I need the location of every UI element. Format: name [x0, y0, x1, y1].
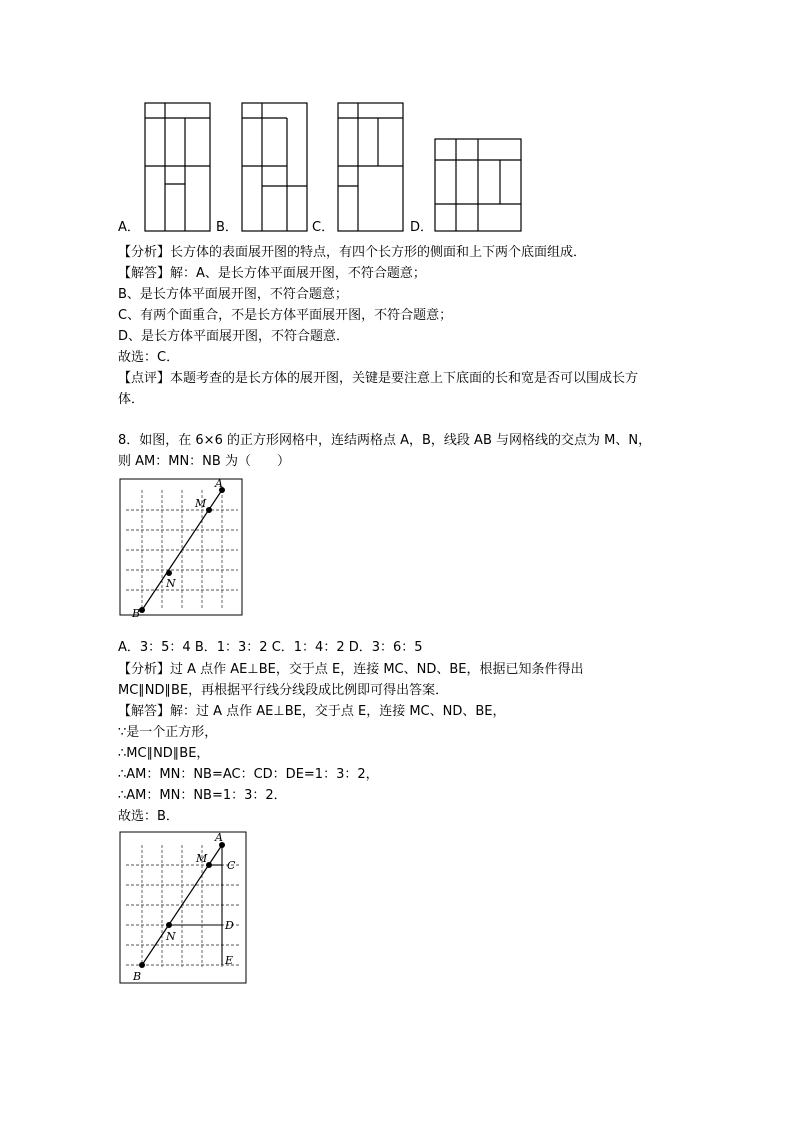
option-a-label: A．: [118, 220, 140, 235]
q7-answer-line-1: 【解答】解：A、是长方体平面展开图，不符合题意；: [118, 266, 426, 281]
net-figure-c: [333, 98, 408, 235]
fig2-label-n: N: [166, 930, 176, 943]
q8-analysis-line-2: MC∥ND∥BE，再根据平行线分线段成比例即可得出答案．: [118, 683, 449, 698]
q8-solution-line-4: ∴AM：MN：NB=AC：CD：DE=1：3：2，: [118, 767, 379, 782]
q7-comment-line-1: 【点评】本题考查的是长方体的展开图，关键是要注意上下底面的长和宽是否可以围成长方: [118, 371, 639, 386]
fig1-label-m: M: [195, 497, 207, 510]
fig2-label-d: D: [225, 919, 234, 932]
net-figure-d: [430, 134, 526, 235]
grid-figure-1: [118, 477, 244, 617]
option-b-label: B．: [216, 220, 238, 235]
q7-analysis: 【分析】长方体的表面展开图的特点，有四个长方形的侧面和上下两个底面组成．: [118, 245, 587, 260]
q8-solution-line-5: ∴AM：MN：NB=1：3：2．: [118, 788, 287, 803]
q7-answer-line-2: B、是长方体平面展开图，不符合题意；: [118, 287, 348, 302]
fig1-label-a: A: [215, 477, 223, 490]
q8-question-line-1: 8．如图，在 6×6 的正方形网格中，连结两格点 A，B，线段 AB 与网格线的交点为 M、N，: [118, 433, 652, 448]
fig1-label-b: B: [132, 607, 141, 617]
q7-answer-line-5: 故选：C．: [118, 350, 180, 365]
fig1-label-n: N: [166, 577, 176, 590]
option-c-label: C．: [312, 220, 335, 235]
fig2-label-m: M: [196, 852, 208, 865]
net-figure-a: [140, 98, 215, 235]
net-figure-b: [237, 98, 312, 235]
q8-analysis-line-1: 【分析】过 A 点作 AE⊥BE，交于点 E，连接 MC、ND、BE，根据已知条件得出: [118, 662, 584, 677]
q8-solution-line-1: 【解答】解：过 A 点作 AE⊥BE，交于点 E，连接 MC、ND、BE，: [118, 704, 506, 719]
q8-solution-line-2: ∵是一个正方形，: [118, 725, 218, 740]
fig2-label-e: E: [225, 954, 234, 967]
q7-answer-line-4: D、是长方体平面展开图，不符合题意．: [118, 329, 350, 344]
q8-question-line-2: 则 AM：MN：NB 为（ ）: [118, 454, 290, 469]
fig2-label-b: B: [133, 970, 142, 983]
fig2-label-a: A: [215, 831, 223, 844]
q7-answer-line-3: C、有两个面重合，不是长方体平面展开图，不符合题意；: [118, 308, 453, 323]
fig2-label-c: C: [227, 859, 236, 872]
q7-comment-line-2: 体．: [118, 392, 145, 407]
q8-options: A．3：5：4 B．1：3：2 C．1：4：2 D．3：6：5: [118, 640, 423, 655]
grid-figure-2: [118, 830, 248, 985]
option-d-label: D．: [410, 220, 434, 235]
q8-solution-line-3: ∴MC∥ND∥BE，: [118, 746, 210, 761]
q8-solution-line-6: 故选：B．: [118, 809, 179, 824]
